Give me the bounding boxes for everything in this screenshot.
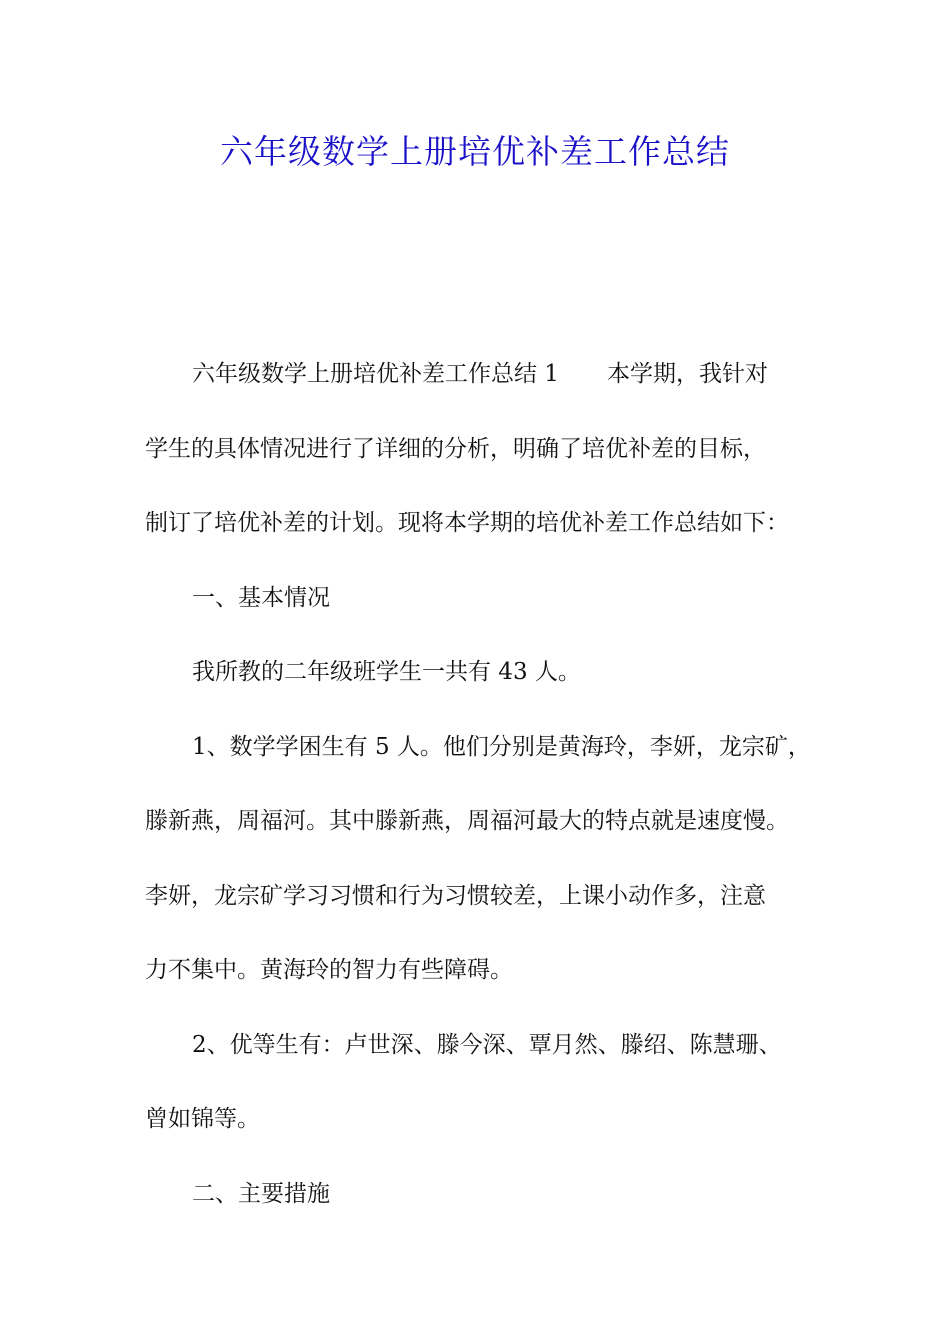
paragraph-line xyxy=(145,337,825,412)
paragraph-line: 滕新燕，周福河。其中滕新燕，周福河最大的特点就是速度慢。 xyxy=(145,808,789,834)
paragraph-line: 李妍，龙宗矿学习习惯和行为习惯较差，上课小动作多，注意 xyxy=(145,882,766,909)
paragraph-line: 力不集中。黄海玲的智力有些障碍。 xyxy=(145,957,513,983)
paragraph-line: 我所教的二年级班学生一共有 43 人。 xyxy=(192,659,581,685)
paragraph-text: 本学期，我针对 xyxy=(606,361,768,387)
section-heading: 一、基本情况 xyxy=(192,584,330,611)
paragraph-line: 曾如锦等。 xyxy=(145,1106,260,1132)
section-heading-inline: 六年级数学上册培优补差工作总结 1 xyxy=(192,361,559,387)
section-heading: 二、主要措施 xyxy=(192,1180,330,1207)
paragraph-line: 2、优等生有：卢世深、滕今深、覃月然、滕绍、陈慧珊、 xyxy=(192,1031,782,1058)
paragraph-line: 制订了培优补差的计划。现将本学期的培优补差工作总结如下： xyxy=(145,510,789,536)
document-title: 六年级数学上册培优补差工作总结 xyxy=(220,132,730,171)
document-body xyxy=(145,337,825,1231)
paragraph-line: 1、数学学困生有 5 人。他们分别是黄海玲，李妍，龙宗矿， xyxy=(192,733,811,760)
paragraph-line: 学生的具体情况进行了详细的分析，明确了培优补差的目标， xyxy=(145,435,766,462)
